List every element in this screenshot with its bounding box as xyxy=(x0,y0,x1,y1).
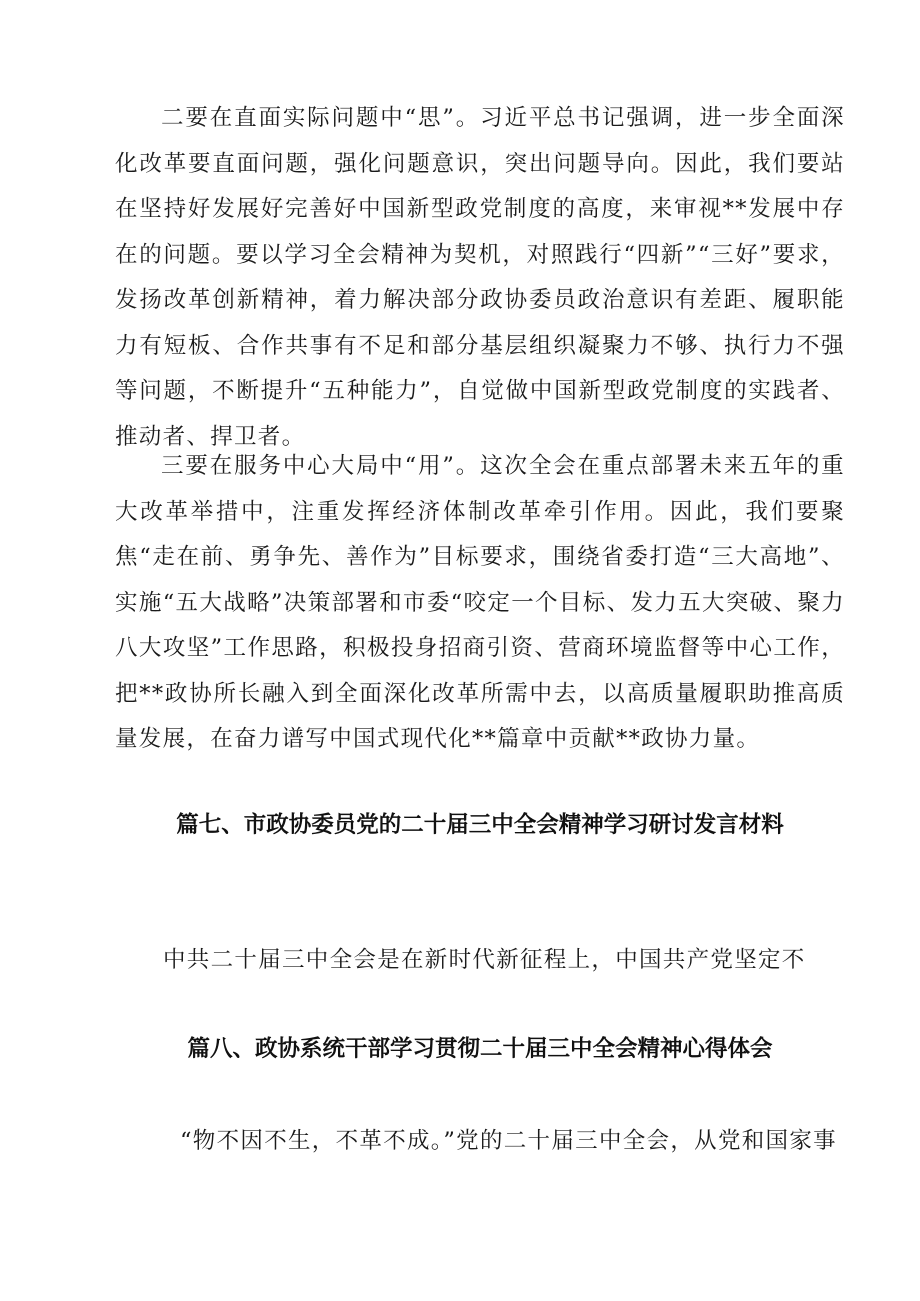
section-eight-title: 篇八、政协系统干部学习贯彻二十届三中全会精神心得体会 xyxy=(187,1036,773,1062)
section-seven-excerpt: 中共二十届三中全会是在新时代新征程上，中国共产党坚定不 xyxy=(163,947,806,973)
paragraph-two: 二要在直面实际问题中“思”。习近平总书记强调，进一步全面深化改革要直面问题，强化问题意识，突出问题导向。因此，我们要站在坚持好发展好完善好中国新型政党制度的高度，来审视**发展中存在的问题。要以学习全会精神为契机，对照践行“四新”“三好”要求，发扬改革创新精神，着力解决部分政协委员政治意识有差距、履职能力有短板、合作共事有不足和部分基层组织凝聚力不够、执行力不强等问题，不断提升“五种能力”，自觉做中国新型政党制度的实践者、推动者、捍卫者。 xyxy=(115,105,845,450)
paragraph-three: 三要在服务中心大局中“用”。这次全会在重点部署未来五年的重大改革举措中，注重发挥经济体制改革牵引作用。因此，我们要聚焦“走在前、勇争先、善作为”目标要求，围绕省委打造“三大高地”、实施“五大战略”决策部署和市委“咬定一个目标、发力五大突破、聚力八大攻坚”工作思路，积极投身招商引资、营商环境监督等中心工作，把**政协所长融入到全面深化改革所需中去，以高质量履职助推高质量发展，在奋力谱写中国式现代化**篇章中贡献**政协力量。 xyxy=(115,453,845,752)
section-eight-excerpt: “物不因不生，不革不成。”党的二十届三中全会，从党和国家事 xyxy=(180,1128,837,1154)
section-seven-title: 篇七、市政协委员党的二十届三中全会精神学习研讨发言材料 xyxy=(176,812,784,838)
